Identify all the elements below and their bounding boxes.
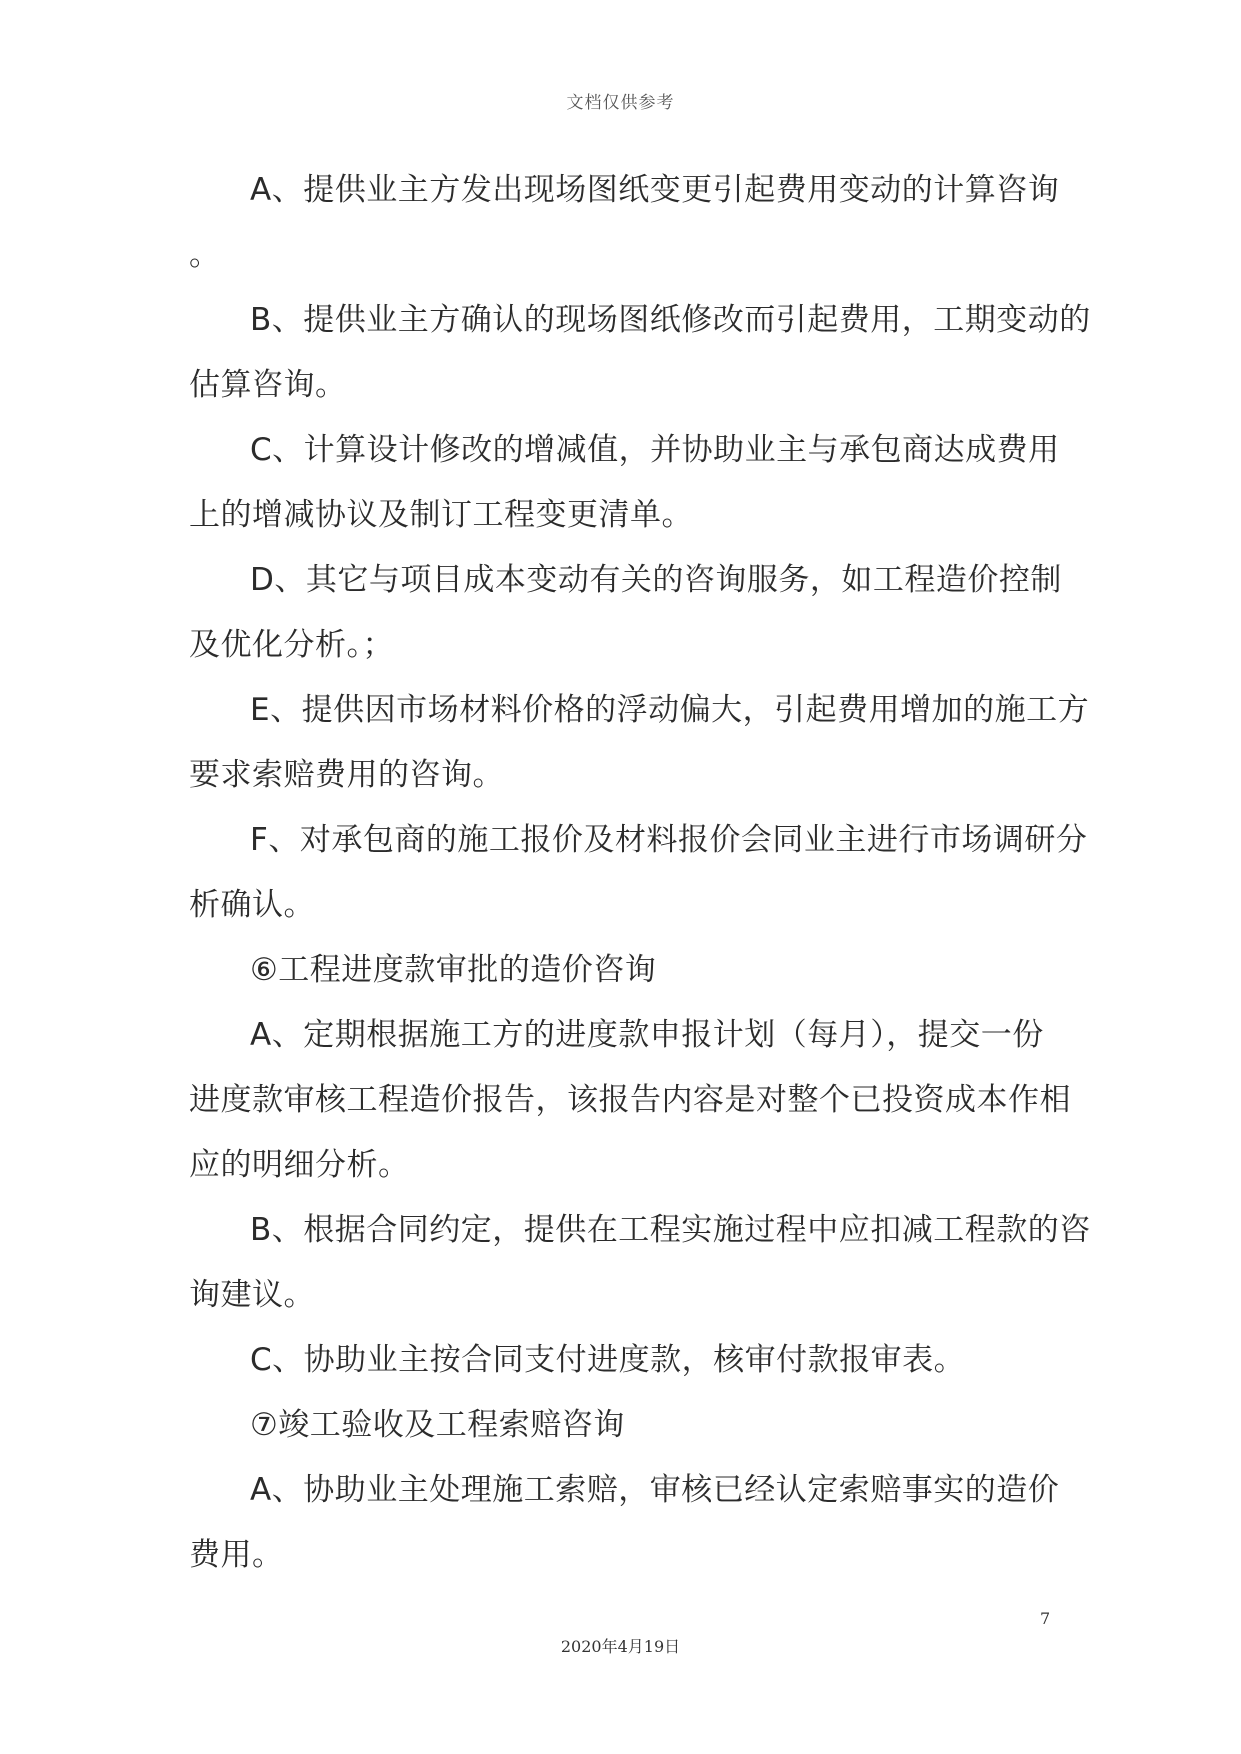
body-line: 上的增减协议及制订工程变更清单。 [189,497,693,533]
body-line: 要求索赔费用的咨询。 [189,757,504,793]
body-line: C、计算设计修改的增减值，并协助业主与承包商达成费用 [250,432,1060,468]
body-line: A、协助业主处理施工索赔，审核已经认定索赔事实的造价 [250,1472,1060,1508]
body-line: B、根据合同约定，提供在工程实施过程中应扣减工程款的咨 [250,1212,1091,1248]
body-line: F、对承包商的施工报价及材料报价会同业主进行市场调研分 [250,822,1088,858]
body-line: B、提供业主方确认的现场图纸修改而引起费用，工期变动的 [250,302,1091,338]
body-line: 估算咨询。 [189,367,347,403]
body-line: A、提供业主方发出现场图纸变更引起费用变动的计算咨询 [250,172,1060,208]
section-heading: ⑦竣工验收及工程索赔咨询 [250,1407,625,1443]
section-heading: ⑥工程进度款审批的造价咨询 [250,952,657,988]
document-body [189,158,1091,1588]
body-line: 询建议。 [189,1277,315,1313]
body-line: 及优化分析。； [189,627,394,663]
body-line: 。 [189,237,221,273]
body-line: E、提供因市场材料价格的浮动偏大，引起费用增加的施工方 [250,692,1090,728]
body-line: 费用。 [189,1537,284,1573]
body-line: 析确认。 [189,887,315,923]
body-line: 应的明细分析。 [189,1147,410,1183]
body-line: 进度款审核工程造价报告，该报告内容是对整个已投资成本作相 [189,1082,1071,1118]
body-line: D、其它与项目成本变动有关的咨询服务，如工程造价控制 [250,562,1062,598]
body-line: A、定期根据施工方的进度款申报计划（每月），提交一份 [250,1017,1044,1053]
body-line: C、协助业主按合同支付进度款，核审付款报审表。 [250,1342,966,1378]
page-number: 7 [1040,1609,1051,1628]
footer-date: 2020年4月19日 [560,1637,681,1656]
page-header: 文档仅供参考 [566,93,675,113]
